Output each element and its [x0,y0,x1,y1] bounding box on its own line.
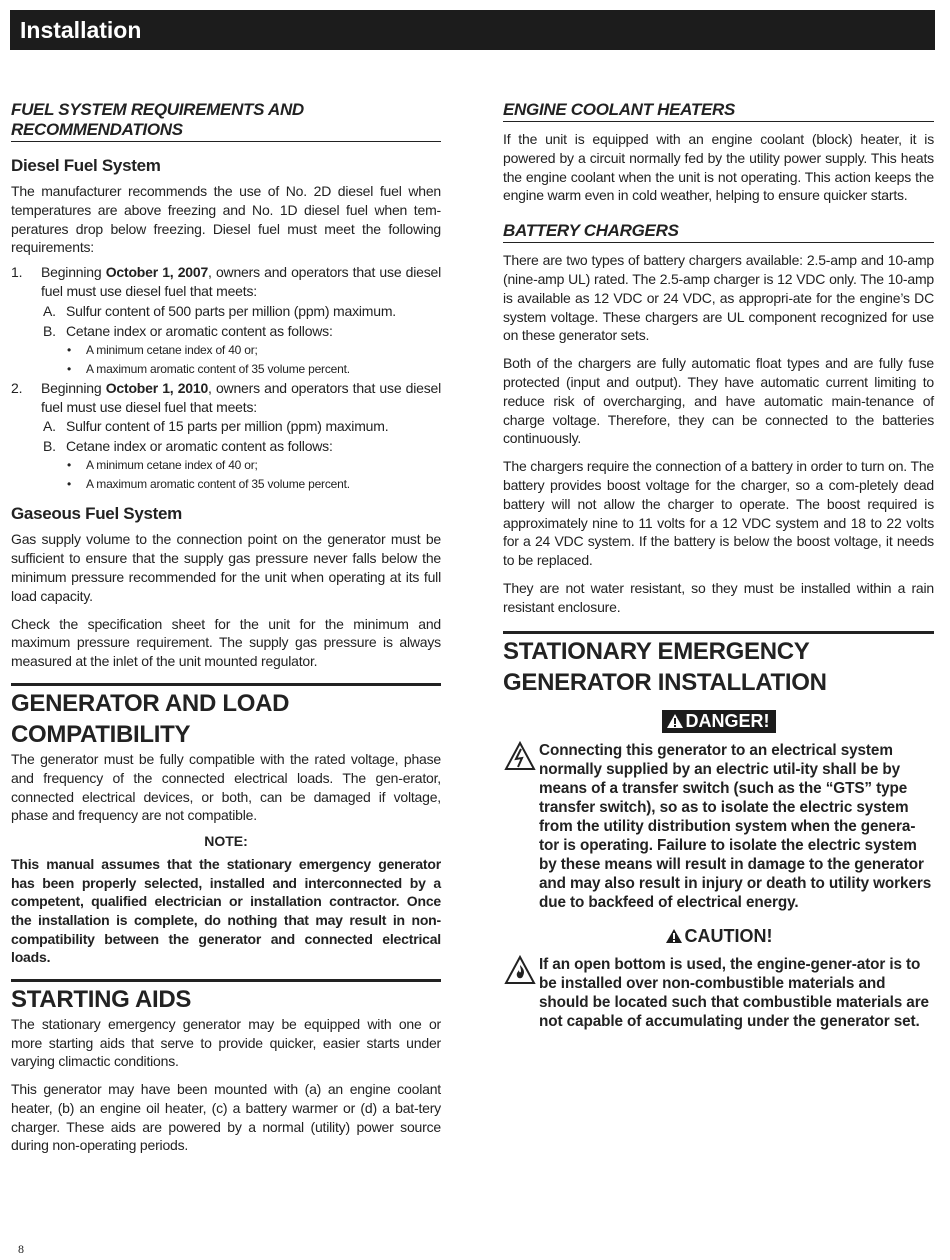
note-label: NOTE: [204,833,248,850]
item-date: October 1, 2010 [105,379,209,396]
sub-item-a [11,301,441,321]
page-title: Installation [20,17,142,43]
sub-item-text: Sulfur content of 15 parts per million (ppm) maximum. [66,418,389,435]
bullet-text: A minimum cetane index of 40 or; [86,458,258,473]
electric-shock-icon [504,741,536,771]
requirement-item-1 [11,263,441,301]
battery-chargers-heading: BATTERY CHARGERS [503,221,934,243]
danger-label [662,710,776,733]
battery-paragraph-1: There are two types of battery chargers available: 2.5-amp and 10-amp (nine-amp UL) rated. The 2.5-amp charger is 12 VDC only. The 10-amp is available as 12 VDC or 24 VDC, as appropri-ate for the engine’s DC system voltage. These chargers are UL component recognized for use on these generator sets. [503,252,934,344]
compatibility-heading-line-2: COMPATIBILITY [11,720,191,748]
diesel-fuel-heading: Diesel Fuel System [11,156,161,175]
danger-label-wrap [503,710,934,733]
battery-paragraph-3: The chargers require the connection of a battery in order to turn on. The battery provides boost voltage for the charger, so a com-pletely dead battery will not allow the charger to operate. The boost required is approximately nine to 11 volts for a 12 VDC system and 18 to 22 volts for a 24 VDC system. If the battery is below the boost voltage, it needs to be replaced. [503,458,934,569]
bullet-icon: • [67,477,72,492]
requirement-item-2 [11,379,441,417]
note-text: This manual assumes that the stationary emergency generator has been properly selected, installed and interconnected by a competent, qualified electrician or installation contractor. Once the installation is complete, do nothing that may result in non-compatibility between the generator and connected electrical loads. [11,856,441,966]
coolant-paragraph: If the unit is equipped with an engine coolant (block) heater, it is powered by a circuit normally fed by the utility power supply. This heats the engine coolant when the unit is not operating. This action keeps the engine warm even in cold weather, helping to ensure quicker starts. [503,131,934,204]
bullet-icon: • [67,458,72,473]
danger-text: Connecting this generator to an electrical system normally supplied by an electric util-ity shall be by means of a transfer switch (such as the “GTS” type transfer switch), so as to isolate the electric system from the utility distribution system when the genera-tor is operating. Failure to isolate the electric system by these means will result in damage to the generator and may also result in injury or death to utility workers due to backfeed of electrical energy. [539,741,932,911]
item-text: Beginning [41,379,106,396]
left-column [11,100,441,1155]
starting-aids-heading: STARTING AIDS [11,979,441,1015]
bullet-item [11,341,441,360]
sub-item-b [11,321,441,341]
sub-item-letter: A. [43,302,56,319]
caution-triangle-icon [665,928,683,944]
gaseous-fuel-heading: Gaseous Fuel System [11,504,182,524]
danger-block [503,741,934,912]
battery-paragraph-4: They are not water resistant, so they must be installed within a rain resistant enclosure. [503,579,934,615]
compatibility-heading-line-1: GENERATOR AND LOAD [11,689,290,717]
stationary-heading-line-1: STATIONARY EMERGENCY [503,637,810,665]
danger-label-text: DANGER! [685,710,770,731]
item-number: 1. [11,264,23,281]
bullet-item [11,475,441,494]
sub-item-b [11,436,441,456]
coolant-heaters-heading: ENGINE COOLANT HEATERS [503,100,934,122]
gaseous-paragraph-1: Gas supply volume to the connection point on the generator must be sufficient to ensure that the supply gas pressure never falls below the minimum pressure recommended for the unit when operating at its full load capacity. [11,531,441,604]
gaseous-paragraph-2: Check the specification sheet for the unit for the minimum and maximum pressure requirement. The supply gas pressure is always measured at the inlet of the unit mounted regulator. [11,615,441,670]
sub-item-letter: A. [43,418,56,435]
sub-item-text: Cetane index or aromatic content as follows: [66,438,333,455]
page-number: 8 [18,1242,24,1256]
bullet-item [11,456,441,475]
stationary-heading-line-2: GENERATOR INSTALLATION [503,668,827,696]
fuel-system-heading: FUEL SYSTEM REQUIREMENTS AND RECOMMENDATIONS [11,100,441,142]
battery-paragraph-2: Both of the chargers are fully automatic float types and are fully fuse protected (input and output). They have automatic current limiting to reduce risk of overcharging, and have automatic main-tenance of charge voltage. Therefore, they can be connected to the batteries continuously. [503,355,934,447]
compatibility-heading [11,683,441,750]
fire-hazard-icon [504,955,536,985]
bullet-text: A maximum aromatic content of 35 volume percent. [86,361,350,376]
warning-triangle-icon [666,713,684,729]
sub-item-a [11,416,441,436]
bullet-item [11,360,441,379]
sub-item-letter: B. [43,322,56,339]
caution-block [503,955,934,1031]
bullet-text: A minimum cetane index of 40 or; [86,342,258,357]
sub-item-text: Sulfur content of 500 parts per million (ppm) maximum. [66,302,396,319]
item-text: , owners and operators that use diesel fuel must use diesel fuel that meets: [41,379,441,415]
bullet-icon: • [67,342,72,357]
sub-item-letter: B. [43,438,56,455]
compatibility-paragraph: The generator must be fully compatible with the rated voltage, phase and frequency of the connected electrical loads. The gen-erator, connected electrical devices, or both, can be damaged if voltage, phase and frequency are not compatible. [11,750,441,824]
starting-aids-paragraph-1: The stationary emergency generator may be equipped with one or more starting aids that serve to provide quicker, easier starts under varying climactic conditions. [11,1015,441,1070]
diesel-intro: The manufacturer recommends the use of No. 2D diesel fuel when temperatures are above freezing and No. 1D diesel fuel when tem-peratures drop below freezing. Diesel fuel must meet the following requirements: [11,183,441,256]
item-number: 2. [11,379,23,396]
item-text: Beginning [41,264,106,281]
bullet-icon: • [67,361,72,376]
bullet-text: A maximum aromatic content of 35 volume percent. [86,477,350,492]
caution-label [503,926,934,947]
sub-item-text: Cetane index or aromatic content as follows: [66,322,333,339]
caution-text: If an open bottom is used, the engine-gener-ator is to be installed over non-combustible materials and should be located such that combustible materials are not capable of accumulating under the generator set. [539,955,929,1030]
item-text: , owners and operators that use diesel fuel must use diesel fuel that meets: [41,264,441,299]
item-date: October 1, 2007 [105,264,209,281]
starting-aids-paragraph-2: This generator may have been mounted with (a) an engine coolant heater, (b) an engine oil heater, (c) a battery warmer or (d) a bat-tery charger. These aids are powered by a normal (utility) power source during non-operating periods. [11,1081,441,1154]
right-column [503,100,934,1031]
stationary-installation-heading [503,631,934,698]
caution-label-text: CAUTION! [684,925,773,946]
header-bar [10,10,935,50]
